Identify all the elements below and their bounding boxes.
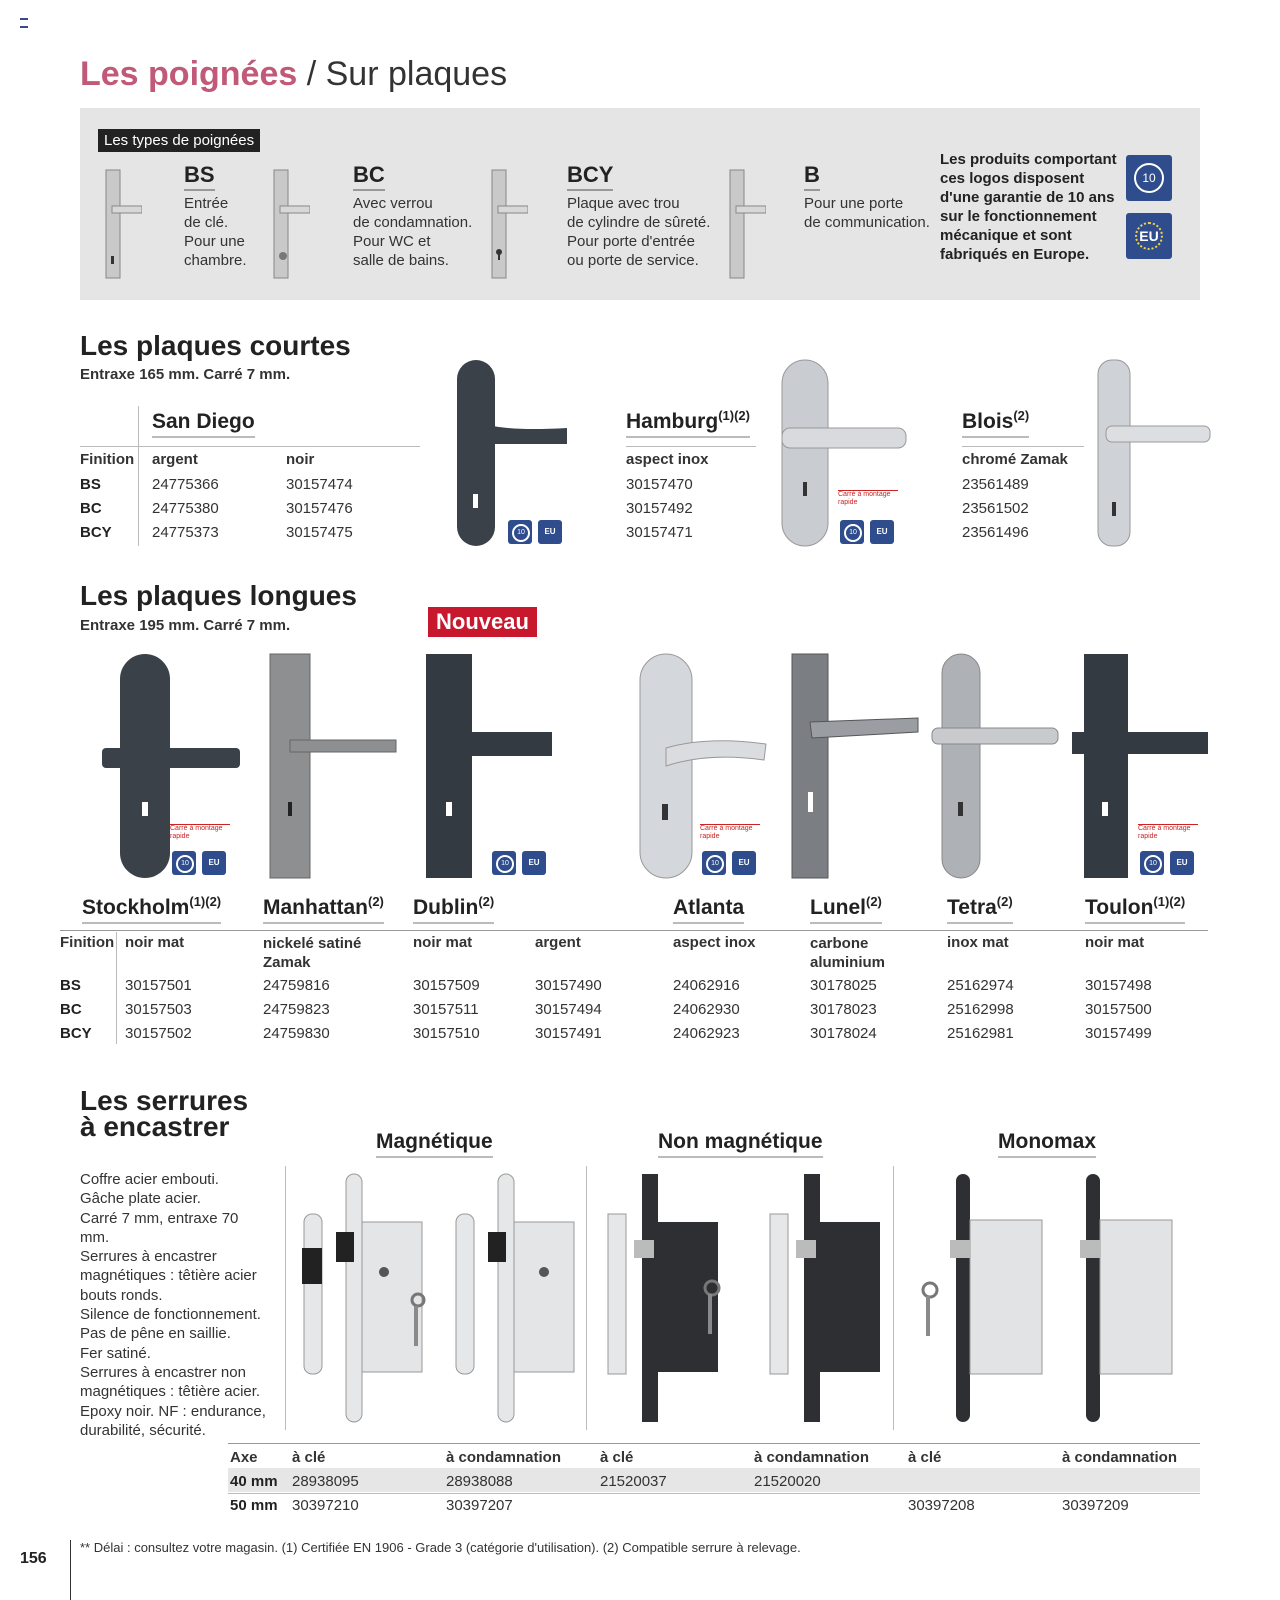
finish-label: aspect inox (673, 934, 756, 951)
divider (80, 446, 420, 447)
lunel-name: Lunel$^{(2)}$ (810, 894, 882, 924)
atlanta-name: Atlanta (673, 894, 744, 924)
longues-title: Les plaques longues (80, 580, 357, 611)
hamburg-finish: aspect inox (626, 451, 709, 468)
eu-icon: EU (538, 520, 562, 544)
ref-value: 30157503 (125, 1001, 192, 1018)
type-desc-bc: Avec verrou de condamnation. Pour WC et salle de bains. (353, 195, 473, 269)
ref-value: 30157491 (535, 1025, 602, 1042)
ref-value: 30157502 (125, 1025, 192, 1042)
dublin-handle-image (424, 652, 554, 880)
handle-b-image (728, 168, 766, 280)
manhattan-name: Manhattan$^{(2)}$ (263, 894, 384, 924)
courtes-title: Les plaques courtes (80, 330, 351, 361)
ref-value: 24775380 (152, 500, 219, 517)
handle-bcy-image (490, 168, 528, 280)
ref-value: 25162998 (947, 1001, 1014, 1018)
ref-value: 30178025 (810, 977, 877, 994)
axe-label: Axe (230, 1449, 258, 1466)
longues-subtitle: Entraxe 195 mm. Carré 7 mm. (80, 617, 291, 634)
carre-tag: Carré à montage rapide (170, 824, 230, 841)
type-code-b: B (804, 162, 820, 191)
row-label-bs: BS (80, 476, 101, 493)
row-label-bs: BS (60, 977, 81, 994)
tetra-handle-image (930, 652, 1060, 880)
stockholm-name: Stockholm$^{(1)(2)}$ (82, 894, 221, 924)
carre-tag: Carré à montage rapide (1138, 824, 1198, 841)
blois-finish: chromé Zamak (962, 451, 1068, 468)
page-number: 156 (20, 1550, 47, 1567)
col-label: à condamnation (1062, 1449, 1178, 1466)
finish-label: argent (535, 934, 581, 951)
guarantee-10-icon: 10 (172, 851, 196, 875)
guarantee-text: Les produits comportant ces logos disposent d'une garantie de 10 ans sur le fonctionnement mécanique et sont fabriqués en Europe. (940, 151, 1117, 263)
row-label-bc: BC (80, 500, 102, 517)
col-label: à clé (908, 1449, 942, 1466)
ref-value: 23561496 (962, 524, 1029, 541)
ref-value: 30157492 (626, 500, 693, 517)
divider (626, 446, 756, 447)
eu-icon: EU (870, 520, 894, 544)
ref-value: 24062923 (673, 1025, 740, 1042)
ref-value: 30157500 (1085, 1001, 1152, 1018)
finish-label: noir mat (125, 934, 185, 951)
nouveau-badge: Nouveau (428, 607, 537, 637)
carre-tag: Carré à montage rapide (838, 490, 898, 507)
ref-value: 24759823 (263, 1001, 330, 1018)
ref-value: 30397208 (908, 1497, 975, 1514)
ref-value: 30157511 (413, 1001, 479, 1018)
ref-value: 21520020 (754, 1473, 821, 1490)
divider (893, 1166, 894, 1430)
type-code-bcy: BCY (567, 162, 613, 191)
ref-value: 24062916 (673, 977, 740, 994)
ref-value: 28938088 (446, 1473, 513, 1490)
ref-value: 24062930 (673, 1001, 740, 1018)
guarantee-10-icon: 10 (702, 851, 726, 875)
type-code-bs: BS (184, 162, 215, 191)
finish-label: inox mat (947, 934, 1009, 951)
hamburg-name: Hamburg$^{(1)(2)}$ (626, 408, 750, 438)
menu-icon[interactable] (20, 18, 28, 28)
courtes-subtitle: Entraxe 165 mm. Carré 7 mm. (80, 366, 291, 383)
guarantee-10-logo: 10 (1126, 155, 1172, 201)
divider (962, 446, 1084, 447)
handle-types-label: Les types de poignées (98, 129, 260, 152)
ref-value: 30157475 (286, 524, 353, 541)
col-label: à condamnation (754, 1449, 870, 1466)
ref-value: 25162974 (947, 977, 1014, 994)
finition-label: Finition (80, 451, 135, 468)
lock-monomax-condamnation-image (1078, 1170, 1208, 1426)
col-label: à condamnation (446, 1449, 562, 1466)
guarantee-10-icon: 10 (508, 520, 532, 544)
eu-icon: EU (1170, 851, 1194, 875)
page-title: Les poignées / Sur plaques (80, 55, 508, 93)
atlanta-handle-image (638, 652, 770, 880)
divider (70, 1540, 71, 1600)
ref-value: 30397207 (446, 1497, 513, 1514)
divider (60, 930, 1208, 931)
finish-label: carbone aluminium (810, 935, 886, 971)
ref-value: 21520037 (600, 1473, 667, 1490)
ref-value: 24759816 (263, 977, 330, 994)
guarantee-10-icon: 10 (840, 520, 864, 544)
type-desc-bcy: Plaque avec trou de cylindre de sûreté. Pour porte d'entrée ou porte de service. (567, 195, 711, 269)
lock-magnetique-condamnation-image (448, 1170, 578, 1426)
row-label-bcy: BCY (80, 524, 112, 541)
ref-value: 30157470 (626, 476, 693, 493)
san-diego-finish-2: noir (286, 451, 315, 468)
lock-magnetique-cle-image (296, 1170, 436, 1426)
ref-value: 23561502 (962, 500, 1029, 517)
ref-value: 30157494 (535, 1001, 602, 1018)
row-label-bc: BC (60, 1001, 82, 1018)
ref-value: 30178024 (810, 1025, 877, 1042)
toulon-name: Toulon$^{(1)(2)}$ (1085, 894, 1185, 924)
ref-value: 30157474 (286, 476, 353, 493)
guarantee-10-icon: 10 (492, 851, 516, 875)
tetra-name: Tetra$^{(2)}$ (947, 894, 1013, 924)
divider (586, 1166, 587, 1430)
divider (228, 1493, 1200, 1494)
handle-bc-image (272, 168, 310, 280)
ref-value: 30157510 (413, 1025, 480, 1042)
guarantee-10-icon: 10 (1140, 851, 1164, 875)
eu-icon: EU (522, 851, 546, 875)
manhattan-handle-image (268, 652, 398, 880)
divider (138, 406, 139, 546)
stockholm-handle-image (100, 652, 242, 880)
group-monomax: Monomax (998, 1130, 1096, 1158)
san-diego-name: San Diego (152, 410, 255, 438)
row-label-50: 50 mm (230, 1497, 278, 1514)
ref-value: 28938095 (292, 1473, 359, 1490)
col-label: à clé (600, 1449, 634, 1466)
ref-value: 24775373 (152, 524, 219, 541)
finish-label: nickelé satiné Zamak (263, 935, 362, 971)
san-diego-finish-1: argent (152, 451, 198, 468)
eu-logo: EU (1126, 213, 1172, 259)
ref-value: 23561489 (962, 476, 1029, 493)
ref-value: 30157471 (626, 524, 693, 541)
divider (228, 1443, 1200, 1444)
divider (116, 932, 117, 1044)
lock-non-magnetique-condamnation-image (762, 1170, 892, 1426)
lock-monomax-cle-image (916, 1170, 1056, 1426)
type-desc-bs: Entrée de clé. Pour une chambre. (184, 195, 247, 269)
group-magnetique: Magnétique (376, 1130, 493, 1158)
ref-value: 24759830 (263, 1025, 330, 1042)
ref-value: 30157499 (1085, 1025, 1152, 1042)
ref-value: 30157476 (286, 500, 353, 517)
dublin-name: Dublin$^{(2)}$ (413, 894, 494, 924)
row-label-40: 40 mm (230, 1473, 278, 1490)
row-label-bcy: BCY (60, 1025, 92, 1042)
type-desc-b: Pour une porte de communication. (804, 195, 930, 231)
ref-value: 30178023 (810, 1001, 877, 1018)
ref-value: 30157501 (125, 977, 192, 994)
eu-icon: EU (732, 851, 756, 875)
finition-label: Finition (60, 934, 115, 951)
toulon-handle-image (1070, 652, 1210, 880)
col-label: à clé (292, 1449, 326, 1466)
ref-value: 25162981 (947, 1025, 1014, 1042)
table-row-40 (228, 1468, 1200, 1492)
ref-value: 30157509 (413, 977, 480, 994)
serrures-description: Coffre acier embouti. Gâche plate acier. Carré 7 mm, entraxe 70 mm. Serrures à encastrer magnétiques : têtière acier bouts ronds. Silence de fonctionnement. Pas de pêne en saillie. Fer satiné. Serrures à encastrer non magnétiques : têtière acier. Epoxy noir. NF : endurance, durabilité, sécurité. (80, 1171, 266, 1439)
eu-icon: EU (202, 851, 226, 875)
ref-value: 30157490 (535, 977, 602, 994)
lunel-handle-image (790, 652, 922, 880)
divider (285, 1166, 286, 1430)
finish-label: noir mat (1085, 934, 1145, 951)
group-non-magnetique: Non magnétique (658, 1130, 823, 1158)
lock-non-magnetique-cle-image (600, 1170, 740, 1426)
serrures-title: Les serrures à encastrer (80, 1085, 249, 1142)
ref-value: 30397210 (292, 1497, 359, 1514)
blois-handle-image (1096, 358, 1212, 550)
carre-tag: Carré à montage rapide (700, 824, 760, 841)
handle-bs-image (104, 168, 142, 280)
blois-name: Blois$^{(2)}$ (962, 408, 1029, 438)
footnote: ** Délai : consultez votre magasin. (1) Certifiée EN 1906 - Grade 3 (catégorie d'utilisation). (2) Compatible serrure à relevage. (80, 1540, 801, 1555)
type-code-bc: BC (353, 162, 385, 191)
ref-value: 30157498 (1085, 977, 1152, 994)
ref-value: 24775366 (152, 476, 219, 493)
finish-label: noir mat (413, 934, 473, 951)
ref-value: 30397209 (1062, 1497, 1129, 1514)
